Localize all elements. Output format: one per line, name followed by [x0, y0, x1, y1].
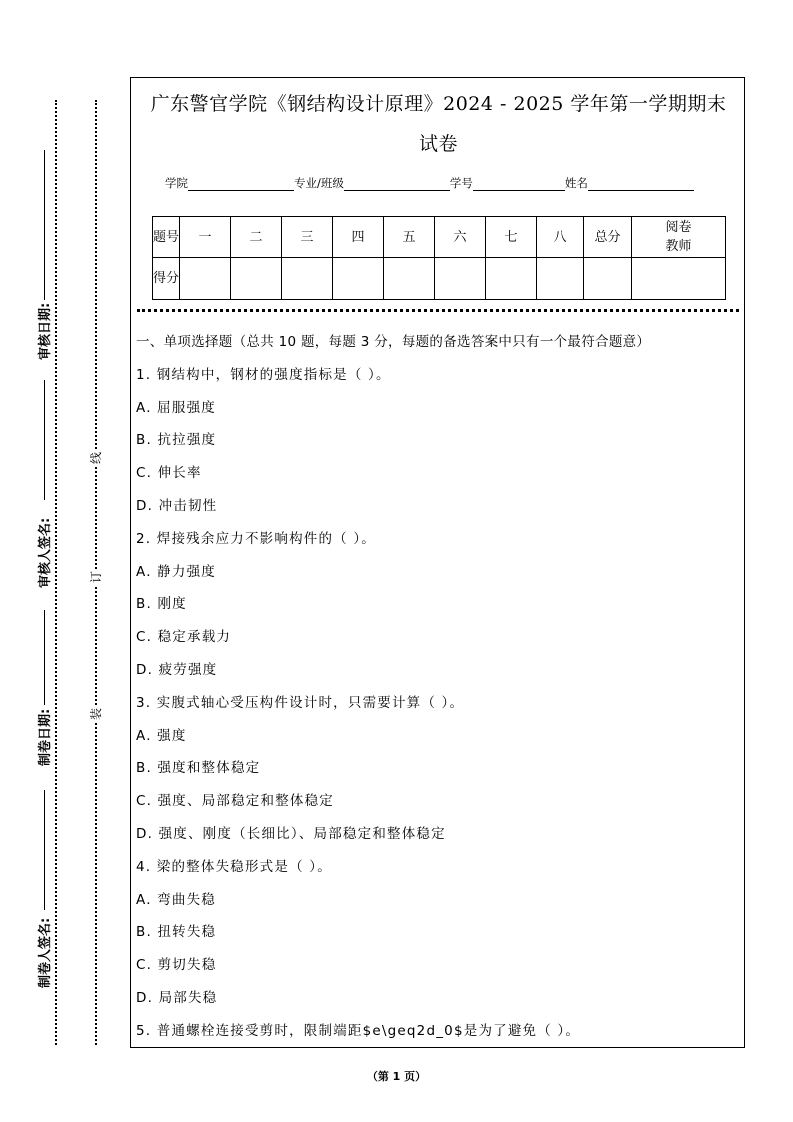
option-3c[interactable]: C. 强度、局部稳定和整体稳定	[136, 793, 335, 810]
exam-title: 广东警官学院《钢结构设计原理》2024 - 2025 学年第一学期期末	[150, 93, 727, 115]
binding-dotted-line-outer	[55, 100, 57, 1045]
col-grader: 阅卷教师	[632, 217, 726, 258]
score-header: 得分	[153, 258, 180, 300]
student-info-row	[165, 175, 694, 191]
score-cell-3[interactable]	[282, 258, 333, 300]
score-cell-1[interactable]	[180, 258, 231, 300]
option-2d[interactable]: D. 疲劳强度	[136, 661, 218, 678]
option-3a[interactable]: A. 强度	[136, 727, 187, 744]
col-8: 八	[537, 217, 584, 258]
major-field[interactable]	[344, 178, 450, 191]
exam-paper-frame	[130, 77, 745, 1048]
score-table	[152, 216, 726, 300]
col-total: 总分	[584, 217, 632, 258]
option-2b[interactable]: B. 刚度	[136, 596, 187, 613]
college-field[interactable]	[188, 178, 294, 191]
score-table-header-row	[153, 217, 726, 258]
binding-mark-order: 订	[89, 570, 103, 583]
option-1c[interactable]: C. 伸长率	[136, 465, 202, 482]
score-cell-6[interactable]	[435, 258, 486, 300]
option-3b[interactable]: B. 强度和整体稳定	[136, 760, 261, 777]
student-id-label: 学号	[449, 176, 473, 190]
binding-mark-line: 线	[89, 451, 103, 464]
section-1-questions	[136, 331, 741, 1053]
question-2: 2. 焊接残余应力不影响构件的（ ）。	[136, 530, 377, 547]
option-4b[interactable]: B. 扭转失稳	[136, 924, 217, 941]
college-label: 学院	[165, 176, 188, 190]
question-4: 4. 梁的整体失稳形式是（ ）。	[136, 858, 332, 875]
student-id-field[interactable]	[473, 178, 565, 191]
reviewer-sign-underline	[44, 380, 45, 500]
major-label: 专业/班级	[294, 176, 344, 190]
option-4c[interactable]: C. 剪切失稳	[136, 957, 217, 974]
col-2: 二	[231, 217, 282, 258]
maker-sign-label: 制卷人签名:	[34, 916, 53, 990]
score-cell-5[interactable]	[384, 258, 435, 300]
col-1: 一	[180, 217, 231, 258]
option-2a[interactable]: A. 静力强度	[136, 563, 216, 580]
score-table-score-row	[153, 258, 726, 300]
make-date-underline	[44, 610, 45, 705]
option-1a[interactable]: A. 屈服强度	[136, 399, 216, 416]
page-number: （第 1 页）	[366, 1070, 427, 1083]
section-heading: 一、单项选择题（总共 10 题，每题 3 分，每题的备选答案中只有一个最符合题意）	[136, 334, 651, 350]
name-field[interactable]	[588, 178, 694, 191]
col-7: 七	[486, 217, 537, 258]
option-3d[interactable]: D. 强度、刚度（长细比）、局部稳定和整体稳定	[136, 825, 446, 842]
review-date-underline	[44, 150, 45, 300]
question-number-header: 题号	[153, 217, 180, 258]
reviewer-sign-label: 审核人签名:	[34, 516, 53, 590]
binding-mark-fold: 装	[89, 707, 103, 720]
option-4d[interactable]: D. 局部失稳	[136, 989, 218, 1006]
score-cell-7[interactable]	[486, 258, 537, 300]
col-3: 三	[282, 217, 333, 258]
option-1b[interactable]: B. 抗拉强度	[136, 432, 217, 449]
question-5: 5. 普通螺栓连接受剪时，限制端距$e\geq2d_0$是为了避免（ ）。	[136, 1022, 581, 1039]
col-6: 六	[435, 217, 486, 258]
question-3: 3. 实腹式轴心受压构件设计时，只需要计算（ ）。	[136, 694, 465, 711]
make-date-label: 制卷日期:	[34, 707, 53, 768]
score-cell-total[interactable]	[584, 258, 632, 300]
section-divider	[137, 309, 739, 312]
score-cell-grader[interactable]	[632, 258, 726, 300]
col-4: 四	[333, 217, 384, 258]
option-4a[interactable]: A. 弯曲失稳	[136, 891, 216, 908]
col-5: 五	[384, 217, 435, 258]
option-2c[interactable]: C. 稳定承载力	[136, 629, 232, 646]
score-cell-8[interactable]	[537, 258, 584, 300]
question-1: 1. 钢结构中，钢材的强度指标是（ ）。	[136, 366, 391, 383]
score-cell-4[interactable]	[333, 258, 384, 300]
review-date-label: 审核日期:	[34, 301, 53, 362]
score-cell-2[interactable]	[231, 258, 282, 300]
name-label: 姓名	[564, 176, 588, 190]
maker-sign-underline	[44, 790, 45, 910]
option-1d[interactable]: D. 冲击韧性	[136, 497, 218, 514]
exam-title-continued: 试卷	[418, 133, 458, 155]
